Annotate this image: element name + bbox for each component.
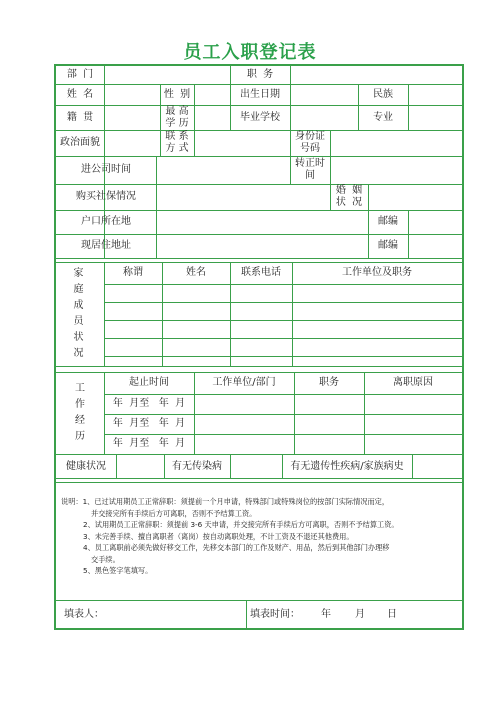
work-section-label [56,372,104,454]
table-rule [104,338,463,339]
work-row-period: 年 月至 年 月 [112,438,186,449]
position-label: 职 务 [246,69,274,80]
name-label: 姓 名 [66,88,94,100]
fill-time-label: 填表时间： [250,609,300,620]
ethnicity-label: 民族 [373,88,393,100]
filler-label: 填表人： [64,609,104,620]
department-field[interactable] [104,66,230,84]
table-rule [104,356,463,357]
note-2: 2、试用期员工正常辞职：须提前 3-6 天申请，并交接完所有手续后方可离职，否则不予结算工资。 [83,520,399,529]
health-field[interactable] [116,456,164,478]
work-row-period: 年 月至 年 月 [112,418,186,429]
education-label: 最 高 学 历 [165,105,189,129]
family-header-work: 工作单位及职务 [342,267,412,278]
join-date-field[interactable] [156,156,290,184]
position-field[interactable] [290,66,462,84]
birthdate-field[interactable] [290,84,358,105]
postcode2-label: 邮编 [378,240,398,251]
note-4: 4、员工离职前必须先做好移交工作，先移交本部门的工作及财产、用品，然后到其他部门办理移 [83,543,390,552]
note-1: 说明：1、已过试用期员工正常辞职：须提前一个月申请，特殊部门或特殊岗位的按部门实际情况而定， [61,497,390,506]
table-rule [104,320,463,321]
family-section-label [56,262,104,366]
hereditary-field[interactable] [412,456,462,478]
work-label-text: 工 作 经 历 [75,383,85,442]
hereditary-label: 有无遗传性疾病/家族病史 [290,461,404,472]
hometown-field[interactable] [104,105,160,130]
fill-month: 月 [355,609,365,620]
contact-label: 联 系 方 式 [165,131,189,154]
fill-day: 日 [387,609,397,620]
ethnicity-field[interactable] [408,84,462,105]
note-5: 5、黑色签字笔填写。 [83,566,153,575]
postcode-label: 邮编 [378,216,398,227]
hukou-label: 户口所在地 [81,216,131,227]
family-header-relation: 称谓 [123,267,143,278]
health-label: 健康状况 [66,461,106,472]
social-security-field[interactable] [156,184,330,210]
work-header-position: 职务 [319,377,339,388]
infectious-label: 有无传染病 [172,461,222,472]
name-field[interactable] [104,84,160,105]
id-number-label: 身份证 号码 [295,131,325,154]
table-rule [104,284,463,285]
birthdate-label: 出生日期 [240,88,280,100]
table-rule [246,600,247,630]
gender-field[interactable] [194,84,230,105]
address-field[interactable] [156,234,368,258]
family-header-phone: 联系电话 [241,267,281,278]
gender-label: 性 别 [163,88,191,100]
table-rule [55,478,463,479]
family-header-name: 姓名 [186,267,206,278]
fill-year: 年 [321,609,331,620]
work-header-company: 工作单位/部门 [212,377,276,388]
table-rule [55,600,463,601]
work-header-period: 起止时间 [129,377,169,388]
table-rule [55,482,463,483]
table-rule [104,302,463,303]
infectious-field[interactable] [230,456,282,478]
notes-section [61,496,461,577]
id-number-field[interactable] [330,130,462,156]
postcode2-field[interactable] [408,234,462,258]
note-3: 3、未完善手续、擅自离职者（离岗）按自动离职处理，不计工资及不退还其他费用。 [83,531,354,541]
hometown-label: 籍 贯 [66,111,94,123]
marital-field[interactable] [368,184,462,210]
school-field[interactable] [290,105,358,130]
political-field[interactable] [104,130,160,156]
hukou-field[interactable] [156,210,368,234]
political-label: 政治面貌 [60,137,100,148]
marital-label: 婚 姻 状 况 [335,185,363,208]
regular-date-label: 转正时 间 [295,158,325,181]
major-field[interactable] [408,105,462,130]
education-field[interactable] [194,105,230,130]
family-label-text: 家 庭 成 员 状 况 [73,268,87,359]
major-label: 专业 [373,111,393,123]
join-date-label: 进公司时间 [81,164,131,175]
postcode-field[interactable] [408,210,462,234]
table-rule [55,258,463,259]
department-label: 部 门 [66,69,94,80]
table-rule [55,366,463,367]
filler-field[interactable] [130,604,242,626]
school-label: 毕业学校 [240,111,280,123]
social-security-label: 购买社保情况 [76,191,136,202]
note-1-cont: 并交接完所有手续后方可离职，否则不予结算工资。 [91,508,257,518]
note-4-cont: 交手续。 [91,554,120,564]
address-label: 现居住地址 [81,240,131,251]
work-header-reason: 离职原因 [393,377,433,388]
regular-date-field[interactable] [330,156,462,184]
form-title: 员工入职登记表 [183,42,317,63]
contact-field[interactable] [194,130,290,156]
work-row-period: 年 月至 年 月 [112,398,186,409]
